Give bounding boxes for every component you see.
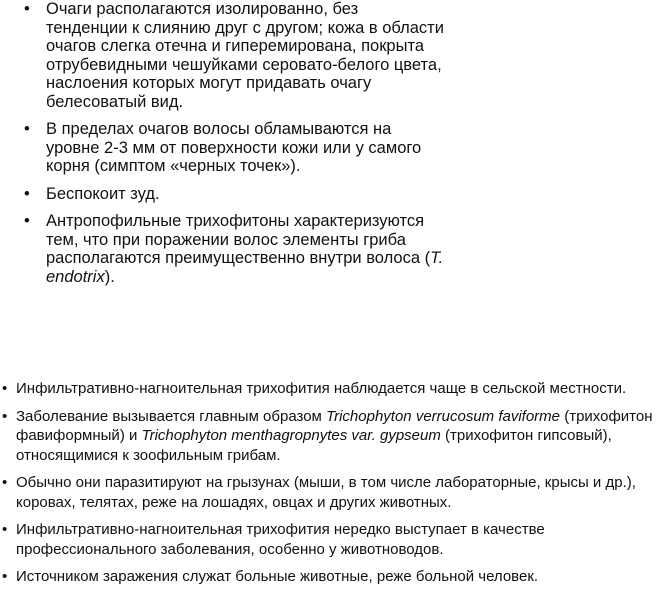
list-item — [0, 567, 667, 587]
text-segment: (трихофитон фавиформный) и — [16, 407, 653, 444]
upper-bullet-list — [24, 0, 444, 286]
list-item — [0, 473, 667, 512]
bullet-marker: • — [2, 407, 8, 425]
bullet-marker: • — [24, 120, 30, 138]
bullet-marker: • — [2, 380, 8, 397]
bullet-marker: • — [24, 184, 30, 203]
upper-bullet-list-section — [24, 0, 444, 295]
lower-bullet-list-section — [0, 379, 667, 595]
bullet-marker: • — [2, 568, 8, 585]
list-item — [24, 212, 444, 286]
list-item — [24, 120, 444, 176]
list-item-text — [16, 408, 653, 464]
list-item-text: Источником заражения служат больные животные, реже больной человек. — [16, 568, 539, 585]
text-segment: Заболевание вызывается главным образом — [16, 407, 327, 425]
list-item — [0, 379, 667, 399]
lower-bullet-list — [0, 379, 667, 587]
text-segment: ). — [104, 267, 115, 286]
bullet-marker: • — [24, 0, 30, 18]
list-item — [0, 407, 667, 466]
list-item-text: Очаги располагаются изолированно, без тенденции к слиянию друг с другом; кожа в области очагов слегка отечна и гиперемирована, покрыта отрубевидными чешуйками серовато-белого цвета, наслоения которых могут придавать очагу белесоватый вид. — [46, 0, 444, 111]
species-name-italic: T. endotrix — [46, 249, 444, 286]
list-item — [0, 520, 667, 559]
bullet-marker: • — [2, 521, 8, 538]
bullet-marker: • — [24, 212, 30, 230]
list-item-text — [46, 212, 443, 286]
text-segment: (трихофитон гипсовый), относящимися к зоофильным грибам. — [16, 427, 612, 464]
list-item-text: Инфильтративно-нагноительная трихофития нередко выступает в качестве профессионального заболевания, особенно у животноводов. — [16, 521, 545, 558]
list-item-text: Инфильтративно-нагноительная трихофития наблюдается чаще в сельской местности. — [16, 380, 627, 397]
list-item-text: Беспокоит зуд. — [46, 184, 160, 203]
bullet-marker: • — [2, 474, 8, 491]
list-item-text: В пределах очагов волосы обламываются на уровне 2-3 мм от поверхности кожи или у самого корня (симптом «черных точек»). — [46, 120, 422, 175]
list-item — [24, 185, 444, 204]
list-item-text: Обычно они паразитируют на грызунах (мыши, в том числе лабораторные, крысы и др.), коровах, телятах, реже на лошадях, овцах и других животных. — [16, 474, 636, 511]
species-name-italic: Trichophyton verrucosum faviforme — [326, 407, 561, 425]
list-item — [24, 0, 444, 111]
text-segment: Антропофильные трихофитоны характеризуются тем, что при поражении волос элементы гриба располагаются преимущественно внутри волоса ( — [46, 212, 431, 267]
species-name-italic: Trichophyton menthagropnytes var. gypseum — [141, 427, 441, 444]
